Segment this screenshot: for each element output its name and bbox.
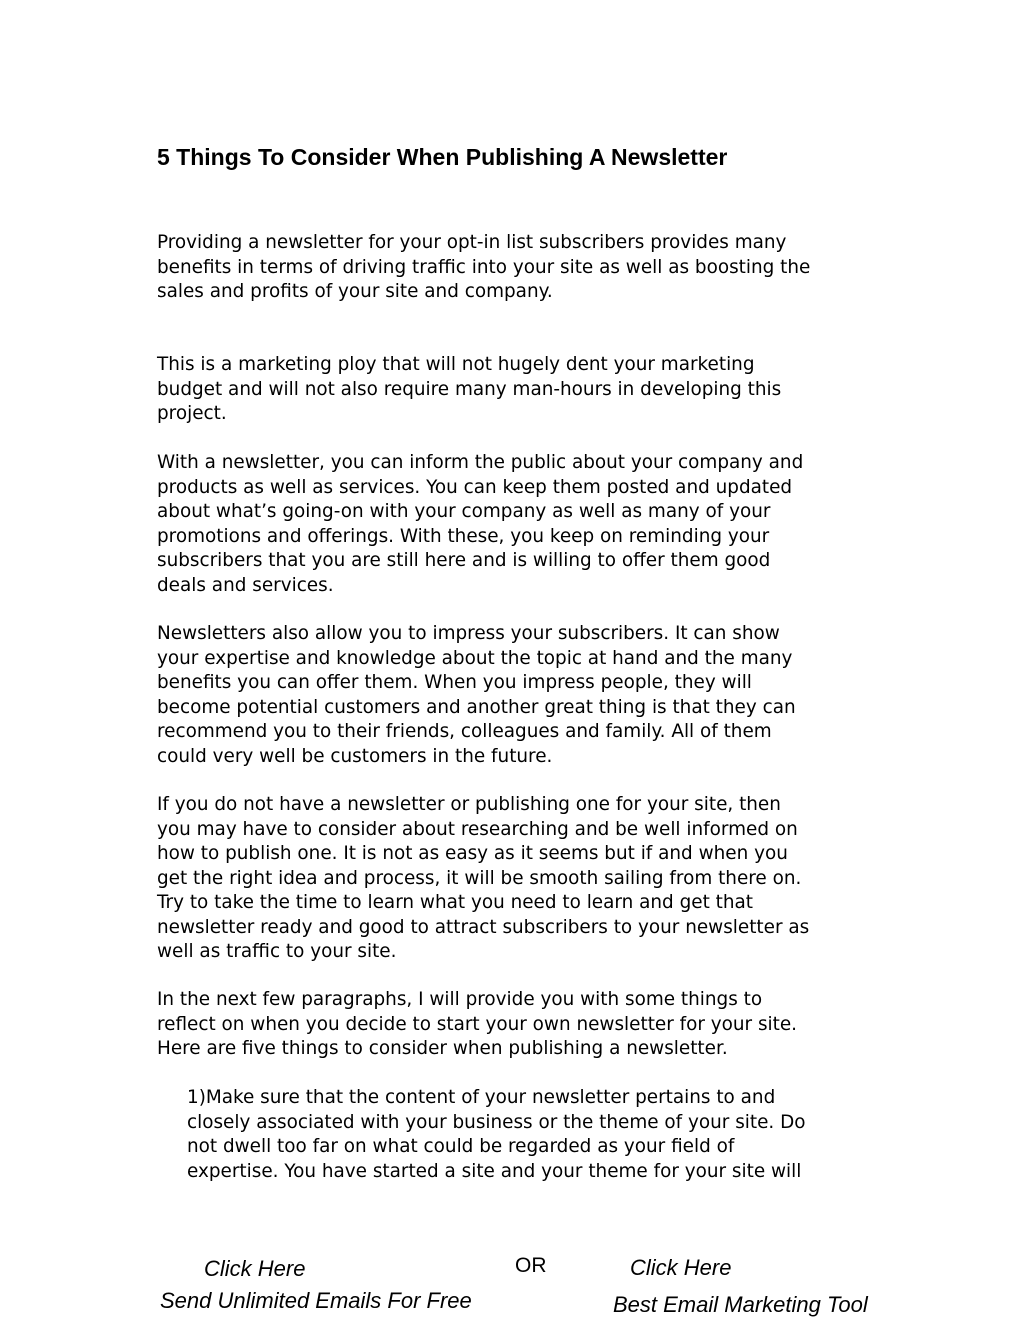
text-line: become potential customers and another great thing is that they can bbox=[157, 696, 796, 718]
text-line: benefits you can offer them. When you impress people, they will bbox=[157, 672, 752, 693]
text-line: sales and profits of your site and company. bbox=[157, 281, 553, 302]
text-line: Here are five things to consider when publishing a newsletter. bbox=[157, 1038, 728, 1059]
text-line: promotions and offerings. With these, you keep on reminding your bbox=[157, 525, 770, 547]
click-here-link-right[interactable]: Click Here bbox=[630, 1255, 732, 1280]
text-line: 1)Make sure that the content of your newsletter pertains to and bbox=[187, 1087, 776, 1108]
text-line: Providing a newsletter for your opt-in list subscribers provides many bbox=[157, 232, 787, 253]
paragraph-publishing-one bbox=[157, 793, 897, 965]
text-line: your expertise and knowledge about the topic at hand and the many bbox=[157, 647, 793, 669]
text-line: about what’s going-on with your company as well as many of your bbox=[157, 501, 771, 522]
text-line: budget and will not also require many man-hours in developing this bbox=[157, 378, 782, 400]
best-email-marketing-tool-link[interactable]: Best Email Marketing Tool bbox=[613, 1292, 868, 1317]
document-title: 5 Things To Consider When Publishing A Newsletter bbox=[157, 144, 728, 170]
text-line: This is a marketing ploy that will not hugely dent your marketing bbox=[157, 354, 755, 375]
text-line: closely associated with your business or the theme of your site. Do bbox=[187, 1111, 806, 1133]
text-line: In the next few paragraphs, I will provide you with some things to bbox=[157, 989, 763, 1010]
text-line: recommend you to their friends, colleagues and family. All of them bbox=[157, 721, 772, 742]
text-line: Try to take the time to learn what you need to learn and get that bbox=[157, 892, 753, 913]
text-line: well as traffic to your site. bbox=[157, 941, 397, 962]
text-line: products as well as services. You can keep them posted and updated bbox=[157, 476, 793, 498]
paragraph-marketing-ploy bbox=[157, 353, 897, 427]
text-line: deals and services. bbox=[157, 574, 334, 596]
text-line: benefits in terms of driving traffic into your site as well as boosting the bbox=[157, 256, 811, 278]
text-line: subscribers that you are still here and is willing to offer them good bbox=[157, 550, 771, 571]
text-line: If you do not have a newsletter or publishing one for your site, then bbox=[157, 794, 781, 815]
send-unlimited-emails-link[interactable]: Send Unlimited Emails For Free bbox=[160, 1288, 472, 1313]
text-line: project. bbox=[157, 403, 227, 424]
paragraph-next-few bbox=[157, 988, 897, 1062]
list-item bbox=[187, 1086, 897, 1184]
text-line: reflect on when you decide to start your own newsletter for your site. bbox=[157, 1013, 798, 1035]
text-line: you may have to consider about researching and be well informed on bbox=[157, 818, 798, 840]
text-line: Newsletters also allow you to impress your subscribers. It can show bbox=[157, 623, 780, 644]
text-line: could very well be customers in the future. bbox=[157, 745, 553, 767]
text-line: how to publish one. It is not as easy as it seems but if and when you bbox=[157, 843, 788, 864]
click-here-link-left[interactable]: Click Here bbox=[204, 1256, 306, 1281]
paragraph-inform-public bbox=[157, 451, 897, 598]
text-line: get the right idea and process, it will be smooth sailing from there on. bbox=[157, 867, 802, 889]
text-line: expertise. You have started a site and your theme for your site will bbox=[187, 1160, 802, 1182]
paragraph-intro bbox=[157, 231, 897, 305]
text-line: newsletter ready and good to attract subscribers to your newsletter as bbox=[157, 916, 810, 938]
text-line: With a newsletter, you can inform the public about your company and bbox=[157, 452, 804, 473]
text-line: not dwell too far on what could be regarded as your field of bbox=[187, 1136, 735, 1157]
or-separator: OR bbox=[515, 1254, 547, 1277]
paragraph-impress-subscribers bbox=[157, 622, 897, 769]
